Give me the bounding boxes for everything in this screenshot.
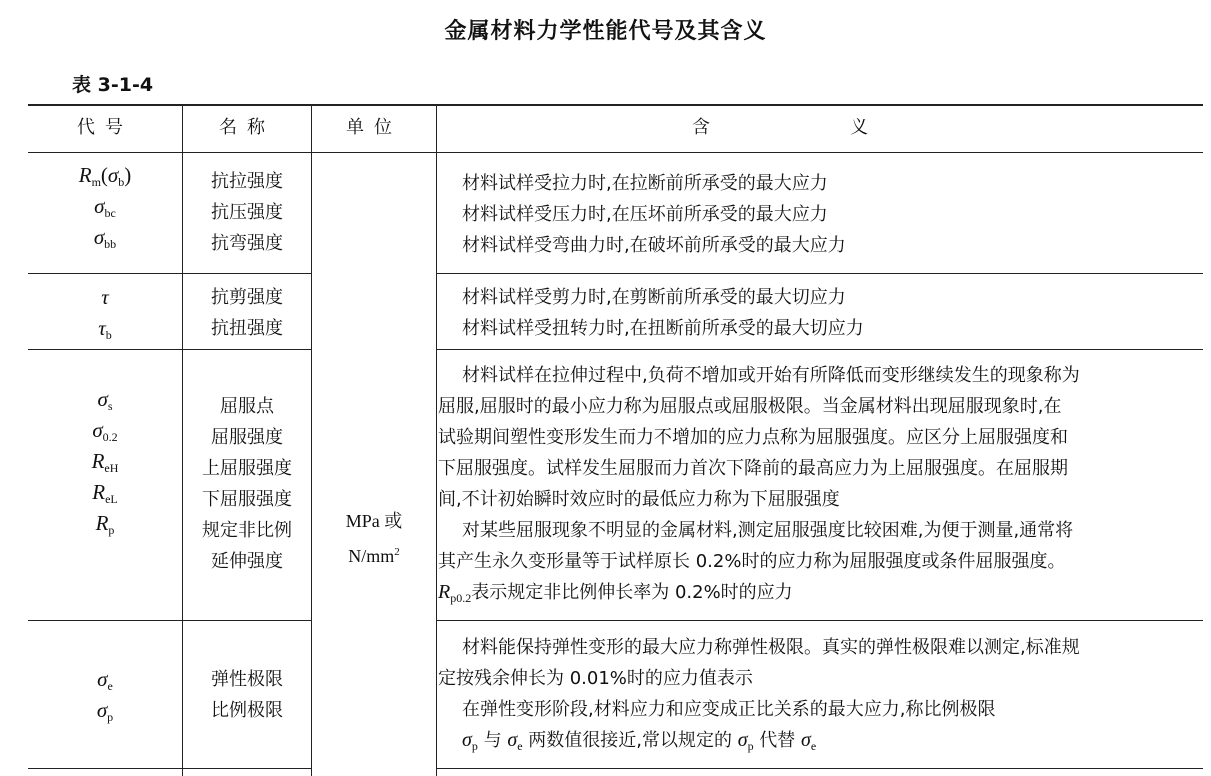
name-proportional-limit: 比例极限: [211, 700, 283, 721]
meaning-line: 材料试样在拉伸过程中,负荷不增加或开始有所降低而变形继续发生的现象称为: [462, 365, 1080, 386]
group-yield-names: [183, 391, 311, 577]
meaning-line-rp02: $R_{p0.2}$表示规定非比例伸长率为 0.2%时的应力: [438, 581, 793, 605]
row-divider: [28, 768, 311, 769]
name-tensile: 抗拉强度: [211, 171, 283, 192]
name-shear: 抗剪强度: [211, 287, 283, 308]
group-elastic-meaning: [438, 632, 1200, 756]
meaning-line: 材料试样受扭转力时,在扭断前所承受的最大切应力: [462, 318, 864, 339]
unit-nmm: $N/mm^2$: [348, 546, 400, 566]
table-label: 表 3-1-4: [72, 74, 154, 96]
group-shear-names: [183, 282, 311, 344]
meaning-line: 材料试样受拉力时,在拉断前所承受的最大应力: [462, 173, 828, 194]
name-elastic-limit: 弹性极限: [211, 669, 283, 690]
meaning-line: 对某些屈服现象不明显的金属材料,测定屈服强度比较困难,为便于测量,通常将: [462, 520, 1074, 541]
name-torsion: 抗扭强度: [211, 318, 283, 339]
group-elastic-names: [183, 664, 311, 726]
meaning-line-comparison: $\sigma_p$ 与 $\sigma_e$ 两数值很接近,常以规定的 $\sigma_p$ 代替 $\sigma_e$: [462, 729, 817, 753]
unit-mpa: MPa 或: [345, 511, 403, 531]
group-yield-meaning: [438, 360, 1200, 608]
meaning-line: 材料能保持弹性变形的最大应力称弹性极限。真实的弹性极限难以测定,标准规: [462, 637, 1080, 658]
header-name: 名称: [219, 117, 275, 138]
row-divider: [437, 768, 1203, 769]
symbol-tau-b: $\tau_b$: [98, 316, 112, 342]
meaning-line: 定按残余伸长为 0.01%时的应力值表示: [438, 668, 753, 689]
group-yield-symbols: [28, 384, 182, 539]
symbol-rm: $R_m(\sigma_b)$: [78, 163, 132, 189]
unit-cell: [312, 506, 436, 572]
table-header-row: [28, 106, 1203, 153]
symbol-rel: $R_{eL}$: [92, 480, 118, 506]
symbol-sigma-s: $\sigma_s$: [97, 387, 113, 413]
header-meaning: 含义: [692, 117, 1008, 138]
meaning-line: 材料试样受剪力时,在剪断前所承受的最大切应力: [462, 287, 846, 308]
group-elastic-symbols: [28, 664, 182, 726]
meaning-line: 下屈服强度。试样发生屈服而力首次下降前的最高应力为上屈服强度。在屈服期: [438, 458, 1068, 479]
row-divider: [28, 273, 311, 274]
symbol-sigma-p: $\sigma_p$: [96, 698, 114, 724]
meaning-line: 间,不计初始瞬时效应时的最低应力称为下屈服强度: [438, 489, 840, 510]
group-strength-symbols: [28, 160, 182, 253]
symbol-tau: τ: [101, 285, 109, 309]
meaning-line: 其产生永久变形量等于试样原长 0.2%时的应力称为屈服强度或条件屈服强度。: [438, 551, 1066, 572]
row-divider: [437, 349, 1203, 350]
group-strength-names: [183, 166, 311, 259]
row-divider: [28, 620, 311, 621]
row-divider: [437, 620, 1203, 621]
row-divider: [28, 349, 311, 350]
symbol-reh: $R_{eH}$: [91, 449, 119, 475]
meaning-line: 材料试样受压力时,在压坏前所承受的最大应力: [462, 204, 828, 225]
page-title: 金属材料力学性能代号及其含义: [444, 19, 767, 44]
symbol-rp: $R_p$: [95, 511, 115, 537]
meaning-line: 试验期间塑性变形发生而力不增加的应力点称为屈服强度。应区分上屈服强度和: [438, 427, 1068, 448]
name-yield-point: 屈服点: [220, 396, 274, 417]
name-upper-yield: 上屈服强度: [202, 458, 292, 479]
symbol-sigma-02: $\sigma_{0.2}$: [92, 418, 118, 444]
group-strength-meaning: [438, 168, 1200, 261]
name-lower-yield: 下屈服强度: [202, 489, 292, 510]
name-proof-2: 延伸强度: [211, 551, 283, 572]
meaning-line: 在弹性变形阶段,材料应力和应变成正比关系的最大应力,称比例极限: [462, 699, 996, 720]
header-symbol: 代号: [77, 117, 133, 138]
row-divider: [437, 273, 1203, 274]
name-yield-strength: 屈服强度: [211, 427, 283, 448]
properties-table: [28, 104, 1203, 776]
meaning-line: 材料试样受弯曲力时,在破坏前所承受的最大应力: [462, 235, 846, 256]
symbol-sigma-bc: $\sigma_{bc}$: [94, 194, 116, 220]
name-compressive: 抗压强度: [211, 202, 283, 223]
symbol-sigma-e: $\sigma_e$: [97, 667, 113, 693]
group-shear-symbols: [28, 282, 182, 344]
column-divider: [311, 106, 312, 776]
group-shear-meaning: [438, 282, 1200, 344]
symbol-sigma-bb: $\sigma_{bb}$: [93, 225, 117, 251]
name-proof-1: 规定非比例: [202, 520, 292, 541]
header-unit: 单位: [346, 117, 402, 138]
column-divider: [436, 106, 437, 776]
meaning-line: 屈服,屈服时的最小应力称为屈服点或屈服极限。当金属材料出现屈服现象时,在: [438, 396, 1062, 417]
name-bending: 抗弯强度: [211, 233, 283, 254]
